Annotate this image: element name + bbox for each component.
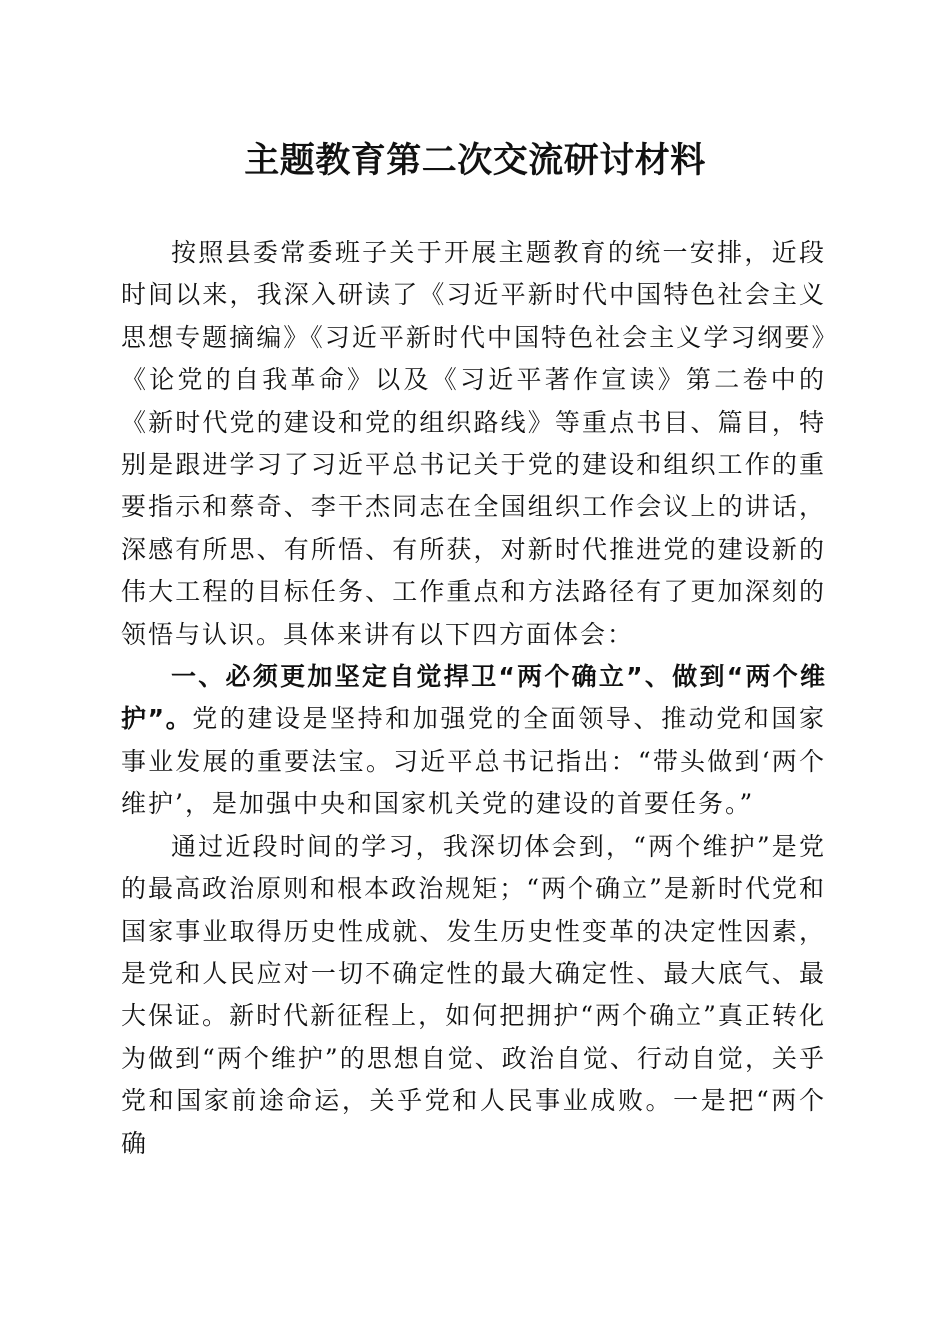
- section-one-paragraph: [121, 656, 826, 826]
- document-body: [121, 232, 826, 1165]
- document-title: 主题教育第二次交流研讨材料: [244, 140, 706, 181]
- study-reflection-text: 通过近段时间的学习，我深切体会到，“两个维护”是党的最高政治原则和根本政治规矩；“两个确立”是新时代党和国家事业取得历史性成就、发生历史性变革的决定性因素，是党和人民应对一切不确定性的最大确定性、最大底气、最大保证。新时代新征程上，如何把拥护“两个确立”真正转化为做到“两个维护”的思想自觉、政治自觉、行动自觉，关乎党和国家前途命运，关乎党和人民事业成败。一是把“两个确: [121, 831, 826, 1158]
- section-one-text: 党的建设是坚持和加强党的全面领导、推动党和国家事业发展的重要法宝。习近平总书记指出：“带头做到‘两个维护’，是加强中央和国家机关党的建设的首要任务。”: [121, 704, 826, 819]
- intro-paragraph: [121, 232, 826, 656]
- section-one-heading: 一、必须更加坚定自觉捍卫“两个确立”、做到“两个维护”。: [121, 662, 826, 734]
- intro-paragraph-text: 按照县委常委班子关于开展主题教育的统一安排，近段时间以来，我深入研读了《习近平新时代中国特色社会主义思想专题摘编》《习近平新时代中国特色社会主义学习纲要》《论党的自我革命》以及《习近平著作宣读》第二卷中的《新时代党的建设和党的组织路线》等重点书目、篇目，特别是跟进学习了习近平总书记关于党的建设和组织工作的重要指示和蔡奇、李干杰同志在全国组织工作会议上的讲话，深感有所思、有所悟、有所获，对新时代推进党的建设新的伟大工程的目标任务、工作重点和方法路径有了更加深刻的领悟与认识。具体来讲有以下四方面体会：: [121, 238, 826, 649]
- study-reflection-paragraph: [121, 826, 826, 1165]
